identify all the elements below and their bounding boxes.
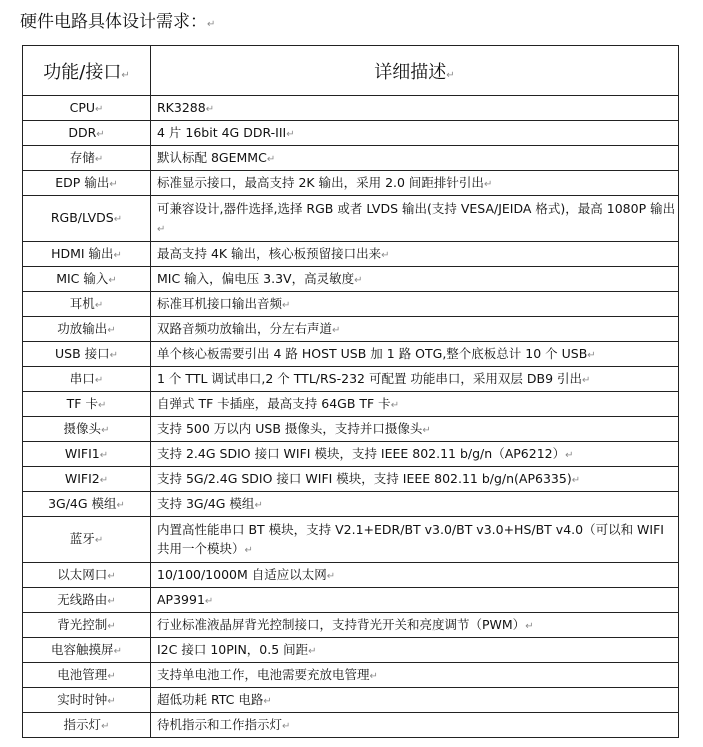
function-cell <box>23 517 151 563</box>
paragraph-mark-icon: ↵ <box>109 178 118 190</box>
function-label: 电容触摸屏 <box>51 641 114 657</box>
paragraph-mark-icon: ↵ <box>282 299 291 311</box>
paragraph-mark-icon: ↵ <box>390 399 400 411</box>
description-text: 10/100/1000M 自适应以太网 <box>157 566 327 582</box>
description-text: MIC 输入，偏电压 3.3V，高灵敏度 <box>157 270 355 286</box>
description-text: 单个核心板需要引出 4 路 HOST USB 加 1 路 OTG,整个底板总计 10 个 USB <box>157 345 588 361</box>
description-cell <box>151 367 679 392</box>
function-label: TF 卡 <box>66 395 98 411</box>
table-row <box>23 121 679 146</box>
paragraph-mark-icon: ↵ <box>113 645 122 657</box>
description-cell <box>151 242 679 267</box>
table-row <box>23 613 679 638</box>
description-cell <box>151 96 679 121</box>
table-body <box>23 96 679 738</box>
description-text: 最高支持 4K 输出，核心板预留接口出来 <box>157 245 382 261</box>
paragraph-mark-icon: ↵ <box>571 474 581 486</box>
paragraph-mark-icon: ↵ <box>101 720 110 732</box>
description-text: 内置高性能串口 BT 模块，支持 V2.1+EDR/BT v3.0/BT v3.0+HS/BT v4.0（可以和 WIFI 共用一个模块） <box>157 521 664 556</box>
description-text: 4 片 16bit 4G DDR-III <box>157 124 287 140</box>
function-cell <box>23 417 151 442</box>
description-text: 自弹式 TF 卡插座，最高支持 64GB TF 卡 <box>157 395 391 411</box>
description-text: 支持 500 万以内 USB 摄像头，支持并口摄像头 <box>157 420 423 436</box>
function-label: 存储 <box>69 149 95 165</box>
description-text: 标准显示接口，最高支持 2K 输出，采用 2.0 间距排针引出 <box>157 174 484 190</box>
header-description-label: 详细描述 <box>374 61 447 83</box>
description-text: 待机指示和工作指示灯 <box>157 716 283 732</box>
function-cell <box>23 688 151 713</box>
paragraph-mark-icon: ↵ <box>94 535 104 546</box>
paragraph-mark-icon: ↵ <box>96 128 105 140</box>
description-text: 标准耳机接口输出音频 <box>157 295 283 311</box>
description-cell <box>151 121 679 146</box>
paragraph-mark-icon: ↵ <box>204 595 214 607</box>
paragraph-mark-icon: ↵ <box>94 374 104 386</box>
function-label: 无线路由 <box>57 591 108 607</box>
description-cell <box>151 663 679 688</box>
description-cell <box>151 342 679 367</box>
description-cell <box>151 417 679 442</box>
description-text: 行业标准液晶屏背光控制接口，支持背光开关和亮度调节（PWM） <box>157 616 526 632</box>
header-function <box>23 46 151 96</box>
paragraph-mark-icon: ↵ <box>107 670 116 682</box>
paragraph-mark-icon: ↵ <box>525 620 534 632</box>
paragraph-mark-icon: ↵ <box>95 103 104 115</box>
description-text: I2C 接口 10PIN，0.5 间距 <box>157 641 309 657</box>
paragraph-mark-icon: ↵ <box>99 449 109 461</box>
paragraph-mark-icon: ↵ <box>308 645 317 657</box>
description-cell <box>151 171 679 196</box>
paragraph-mark-icon: ↵ <box>369 670 378 682</box>
description-cell <box>151 492 679 517</box>
paragraph-mark-icon: ↵ <box>121 69 130 81</box>
description-text: RK3288 <box>157 99 206 115</box>
paragraph-mark-icon: ↵ <box>94 299 104 311</box>
description-cell <box>151 392 679 417</box>
function-label: 功放输出 <box>57 320 108 336</box>
function-cell <box>23 342 151 367</box>
description-text: 支持单电池工作，电池需要充放电管理 <box>157 666 370 682</box>
paragraph-mark-icon: ↵ <box>97 399 107 411</box>
function-label: 3G/4G 模组 <box>48 495 117 511</box>
paragraph-mark-icon: ↵ <box>205 103 215 115</box>
function-cell <box>23 392 151 417</box>
paragraph-mark-icon: ↵ <box>266 153 276 165</box>
table-row <box>23 392 679 417</box>
function-cell <box>23 563 151 588</box>
paragraph-mark-icon: ↵ <box>582 374 591 386</box>
paragraph-mark-icon: ↵ <box>244 544 253 556</box>
paragraph-mark-icon: ↵ <box>108 274 117 286</box>
function-label: EDP 输出 <box>55 174 110 190</box>
paragraph-mark-icon: ↵ <box>107 695 116 707</box>
description-cell <box>151 196 679 242</box>
table-header-row <box>23 46 679 96</box>
function-cell <box>23 638 151 663</box>
function-label: RGB/LVDS <box>50 210 114 225</box>
paragraph-mark-icon: ↵ <box>101 424 110 436</box>
description-text: AP3991 <box>157 591 205 607</box>
paragraph-mark-icon: ↵ <box>286 128 295 140</box>
header-function-label: 功能/接口 <box>43 61 122 83</box>
table-row <box>23 563 679 588</box>
paragraph-mark-icon: ↵ <box>107 570 116 582</box>
table-row <box>23 638 679 663</box>
description-text: 支持 5G/2.4G SDIO 接口 WIFI 模块，支持 IEEE 802.11 b/g/n(AP6335) <box>157 470 572 486</box>
table-row <box>23 588 679 613</box>
document-title <box>20 12 215 35</box>
paragraph-mark-icon: ↵ <box>263 695 272 707</box>
paragraph-mark-icon: ↵ <box>332 324 341 336</box>
function-label: 以太网口 <box>57 566 108 582</box>
function-cell <box>23 292 151 317</box>
table-row <box>23 467 679 492</box>
function-cell <box>23 96 151 121</box>
function-label: 串口 <box>69 370 95 386</box>
table-row <box>23 417 679 442</box>
table-row <box>23 292 679 317</box>
function-cell <box>23 467 151 492</box>
description-cell <box>151 613 679 638</box>
paragraph-mark-icon: ↵ <box>113 214 123 225</box>
title-text: 硬件电路具体设计需求： <box>20 12 207 32</box>
paragraph-mark-icon: ↵ <box>107 595 116 607</box>
description-text: 双路音频功放输出，分左右声道 <box>157 320 333 336</box>
table-row <box>23 367 679 392</box>
description-cell <box>151 688 679 713</box>
table-row <box>23 96 679 121</box>
description-cell <box>151 638 679 663</box>
paragraph-mark-icon: ↵ <box>94 153 104 165</box>
paragraph-mark-icon: ↵ <box>422 424 431 436</box>
paragraph-mark-icon: ↵ <box>446 69 455 81</box>
description-text: 支持 2.4G SDIO 接口 WIFI 模块，支持 IEEE 802.11 b/g/n（AP6212） <box>157 445 566 461</box>
paragraph-mark-icon: ↵ <box>99 474 109 486</box>
function-cell <box>23 613 151 638</box>
function-cell <box>23 121 151 146</box>
description-text: 支持 3G/4G 模组 <box>157 495 255 511</box>
paragraph-mark-icon: ↵ <box>326 570 336 582</box>
paragraph-mark-icon: ↵ <box>157 223 166 235</box>
function-label: 蓝牙 <box>69 531 95 546</box>
paragraph-mark-icon: ↵ <box>113 249 122 261</box>
function-label: USB 接口 <box>54 345 110 361</box>
paragraph-mark-icon: ↵ <box>207 19 216 30</box>
function-label: HDMI 输出 <box>51 245 114 261</box>
table-row <box>23 517 679 563</box>
table-row <box>23 317 679 342</box>
function-label: 摄像头 <box>63 420 102 436</box>
description-cell <box>151 292 679 317</box>
paragraph-mark-icon: ↵ <box>254 499 263 511</box>
function-cell <box>23 171 151 196</box>
function-label: MIC 输入 <box>56 270 109 286</box>
function-label: 指示灯 <box>63 716 102 732</box>
description-cell <box>151 442 679 467</box>
paragraph-mark-icon: ↵ <box>107 324 116 336</box>
table-row <box>23 342 679 367</box>
function-label: DDR <box>68 124 97 140</box>
description-text: 默认标配 8GEMMC <box>157 149 267 165</box>
table-row <box>23 146 679 171</box>
description-text: 1 个 TTL 调试串口,2 个 TTL/RS-232 可配置 功能串口，采用双层 DB9 引出 <box>157 370 583 386</box>
function-label: 耳机 <box>69 295 95 311</box>
description-text: 可兼容设计,器件选择,选择 RGB 或者 LVDS 输出(支持 VESA/JEIDA 格式)，最高 1080P 输出 <box>157 200 676 216</box>
paragraph-mark-icon: ↵ <box>587 349 596 361</box>
table-row <box>23 442 679 467</box>
description-text: 超低功耗 RTC 电路 <box>157 691 264 707</box>
function-label: WIFI2 <box>64 470 100 486</box>
paragraph-mark-icon: ↵ <box>381 249 390 261</box>
table-row <box>23 492 679 517</box>
table-row <box>23 242 679 267</box>
description-cell <box>151 563 679 588</box>
description-cell <box>151 317 679 342</box>
function-cell <box>23 442 151 467</box>
table-row <box>23 688 679 713</box>
function-cell <box>23 146 151 171</box>
function-cell <box>23 317 151 342</box>
description-cell <box>151 588 679 613</box>
function-label: 背光控制 <box>57 616 108 632</box>
paragraph-mark-icon: ↵ <box>483 178 493 190</box>
description-cell <box>151 467 679 492</box>
function-label: 实时时钟 <box>57 691 108 707</box>
description-cell <box>151 146 679 171</box>
function-cell <box>23 267 151 292</box>
function-cell <box>23 367 151 392</box>
description-cell <box>151 517 679 563</box>
paragraph-mark-icon: ↵ <box>109 349 119 361</box>
function-cell <box>23 196 151 242</box>
table-row <box>23 267 679 292</box>
table-row <box>23 196 679 242</box>
spec-table <box>22 45 679 738</box>
description-cell <box>151 267 679 292</box>
function-label: CPU <box>69 99 96 115</box>
function-label: WIFI1 <box>64 445 100 461</box>
function-cell <box>23 663 151 688</box>
paragraph-mark-icon: ↵ <box>107 620 116 632</box>
table-row <box>23 713 679 738</box>
header-description <box>151 46 679 96</box>
function-label: 电池管理 <box>57 666 108 682</box>
paragraph-mark-icon: ↵ <box>354 274 363 286</box>
table-row <box>23 171 679 196</box>
function-cell <box>23 492 151 517</box>
paragraph-mark-icon: ↵ <box>565 449 574 461</box>
description-cell <box>151 713 679 738</box>
paragraph-mark-icon: ↵ <box>116 499 125 511</box>
table-row <box>23 663 679 688</box>
function-cell <box>23 242 151 267</box>
function-cell <box>23 588 151 613</box>
function-cell <box>23 713 151 738</box>
paragraph-mark-icon: ↵ <box>282 720 291 732</box>
